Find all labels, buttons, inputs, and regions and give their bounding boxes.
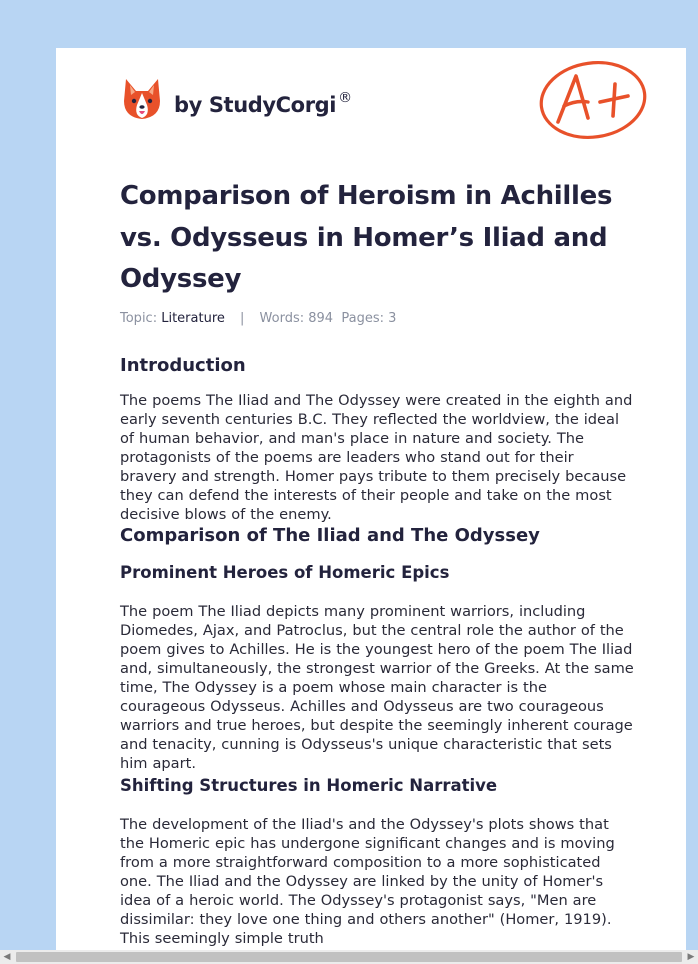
grade-badge: [538, 60, 650, 146]
corgi-logo[interactable]: [122, 77, 162, 121]
structures-heading: Shifting Structures in Homeric Narrative: [120, 776, 498, 795]
introduction-paragraph: The poems The Iliad and The Odyssey were created in the eighth and early seventh centuries B.C. They reflected the worldview, the ideal of human behavior, and man's place in nature and society. The protagonists of the poems are leaders who stand out for their bravery and strength. Homer pays tribute to them precisely because they can defend the interests of their people and take on the most decisive blows of the enemy.: [120, 392, 633, 523]
comparison-heading: Comparison of The Iliad and The Odyssey: [120, 525, 540, 546]
scrollbar-thumb[interactable]: [16, 952, 682, 962]
words-label: Words:: [259, 311, 305, 326]
registered-mark: ®: [338, 90, 352, 106]
heroes-heading: Prominent Heroes of Homeric Epics: [120, 563, 450, 582]
brand-text: by StudyCorgi: [174, 93, 337, 117]
topic-label: Topic:: [120, 311, 158, 326]
essay-title: Comparison of Heroism in Achilles vs. Odysseus in Homer’s Iliad and Odyssey: [120, 181, 613, 294]
horizontal-scrollbar[interactable]: [0, 950, 698, 964]
scroll-left-icon[interactable]: ◀: [3, 952, 11, 962]
a-plus-grade-icon: [538, 60, 650, 142]
brand-name[interactable]: [174, 92, 352, 117]
pages-count: 3: [388, 311, 397, 326]
essay-meta: [120, 311, 396, 326]
document-page: [56, 48, 686, 950]
introduction-heading: Introduction: [120, 355, 246, 376]
words-count: 894: [308, 311, 334, 326]
meta-separator: |: [240, 311, 245, 326]
structures-paragraph: The development of the Iliad's and the Odyssey's plots shows that the Homeric epic has undergone significant changes and is moving from a more straightforward composition to a more sophisticated one. The Iliad and the Odyssey are linked by the unity of Homer's idea of a heroic world. The Odyssey's protagonist says, "Men are dissimilar: they love one thing and others another" (Homer, 1919). This seemingly simple truth: [120, 816, 615, 947]
topic-link[interactable]: Literature: [161, 311, 225, 326]
corgi-icon: [122, 77, 162, 121]
pages-label: Pages:: [341, 311, 384, 326]
heroes-paragraph: The poem The Iliad depicts many prominent warriors, including Diomedes, Ajax, and Patroclus, but the central role the author of the poem gives to Achilles. He is the youngest hero of the poem The Iliad and, simultaneously, the strongest warrior of the Greeks. At the same time, The Odyssey is a poem whose main character is the courageous Odysseus. Achilles and Odysseus are two courageous warriors and true heroes, but despite the seemingly inherent courage and tenacity, cunning is Odysseus's unique characteristic that sets him apart.: [120, 603, 634, 772]
scroll-right-icon[interactable]: ▶: [687, 952, 695, 962]
